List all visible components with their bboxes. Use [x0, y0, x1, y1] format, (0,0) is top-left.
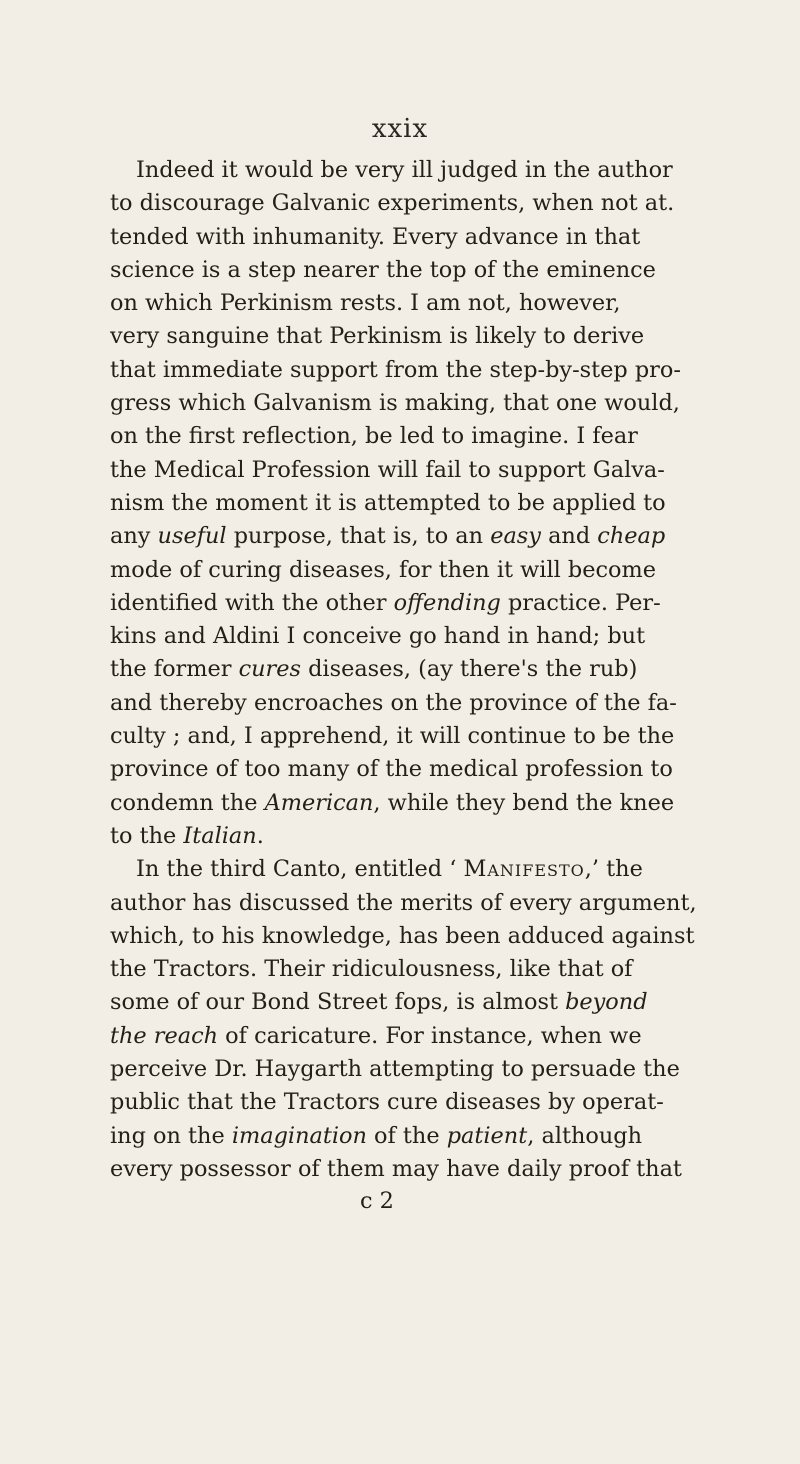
text-line: tended with inhumanity. Every advance in that: [110, 223, 641, 250]
text-line: every possessor of them may have daily proof that: [110, 1155, 682, 1182]
italic-text: offending: [393, 589, 501, 616]
page-number: xxix: [371, 114, 429, 144]
text-line: on the first reflection, be led to imagine. I fear: [110, 423, 638, 450]
text-line: province of too many of the medical profession to: [110, 756, 673, 783]
text-line: which, to his knowledge, has been adduced against: [110, 922, 695, 949]
text-line: author has discussed the merits of every argument,: [110, 889, 697, 916]
text-line: gress which Galvanism is making, that one would,: [110, 390, 680, 417]
text-line: nism the moment it is attempted to be applied to: [110, 489, 666, 516]
body-text: [110, 154, 710, 1216]
text-line: any useful purpose, that is, to an easy and cheap: [110, 523, 666, 550]
italic-text: cures: [238, 656, 301, 683]
italic-text: Italian: [183, 822, 257, 849]
italic-text: easy: [490, 523, 541, 550]
text-line: some of our Bond Street fops, is almost beyond: [110, 989, 648, 1016]
text-line: ing on the imagination of the patient, although: [110, 1122, 643, 1149]
text-line: the former cures diseases, (ay there's the rub): [110, 656, 638, 683]
italic-text: beyond: [565, 989, 648, 1016]
paragraph-first-line: In the third Canto, entitled ‘ Manifesto,’ the: [136, 856, 643, 883]
text-line: condemn the American, while they bend the knee: [110, 789, 675, 816]
text-line: culty ; and, I apprehend, it will continue to be the: [110, 723, 675, 750]
small-caps-text: Manifesto: [463, 856, 585, 883]
text-line: public that the Tractors cure diseases by operat-: [110, 1089, 664, 1116]
text-line: the Medical Profession will fail to support Galva-: [110, 456, 665, 483]
text-line: that immediate support from the step-by-step pro-: [110, 356, 681, 383]
italic-text: cheap: [597, 523, 666, 550]
text-line: the Tractors. Their ridiculousness, like that of: [110, 956, 633, 983]
text-line: perceive Dr. Haygarth attempting to persuade the: [110, 1056, 680, 1083]
paragraph-first-line: Indeed it would be very ill judged in the author: [136, 157, 673, 183]
italic-text: patient: [446, 1122, 528, 1149]
text-line: to the Italian.: [110, 822, 264, 849]
text-line: science is a step nearer the top of the eminence: [110, 256, 656, 283]
text-line: and thereby encroaches on the province of the fa-: [110, 689, 677, 716]
text-line: very sanguine that Perkinism is likely to derive: [110, 323, 645, 350]
text-line: on which Perkinism rests. I am not, however,: [110, 290, 621, 317]
text-line: the reach of caricature. For instance, when we: [110, 1022, 642, 1049]
italic-text: the reach: [110, 1022, 219, 1049]
text-line: to discourage Galvanic experiments, when not at.: [110, 190, 675, 217]
text-line: identified with the other offending practice. Per-: [110, 589, 661, 616]
italic-text: American: [264, 789, 374, 816]
italic-text: imagination: [231, 1122, 367, 1149]
text-line: kins and Aldini I conceive go hand in hand; but: [110, 623, 646, 650]
italic-text: useful: [157, 523, 227, 550]
text-line: mode of curing diseases, for then it will become: [110, 556, 656, 583]
signature-mark: c 2: [360, 1188, 394, 1215]
